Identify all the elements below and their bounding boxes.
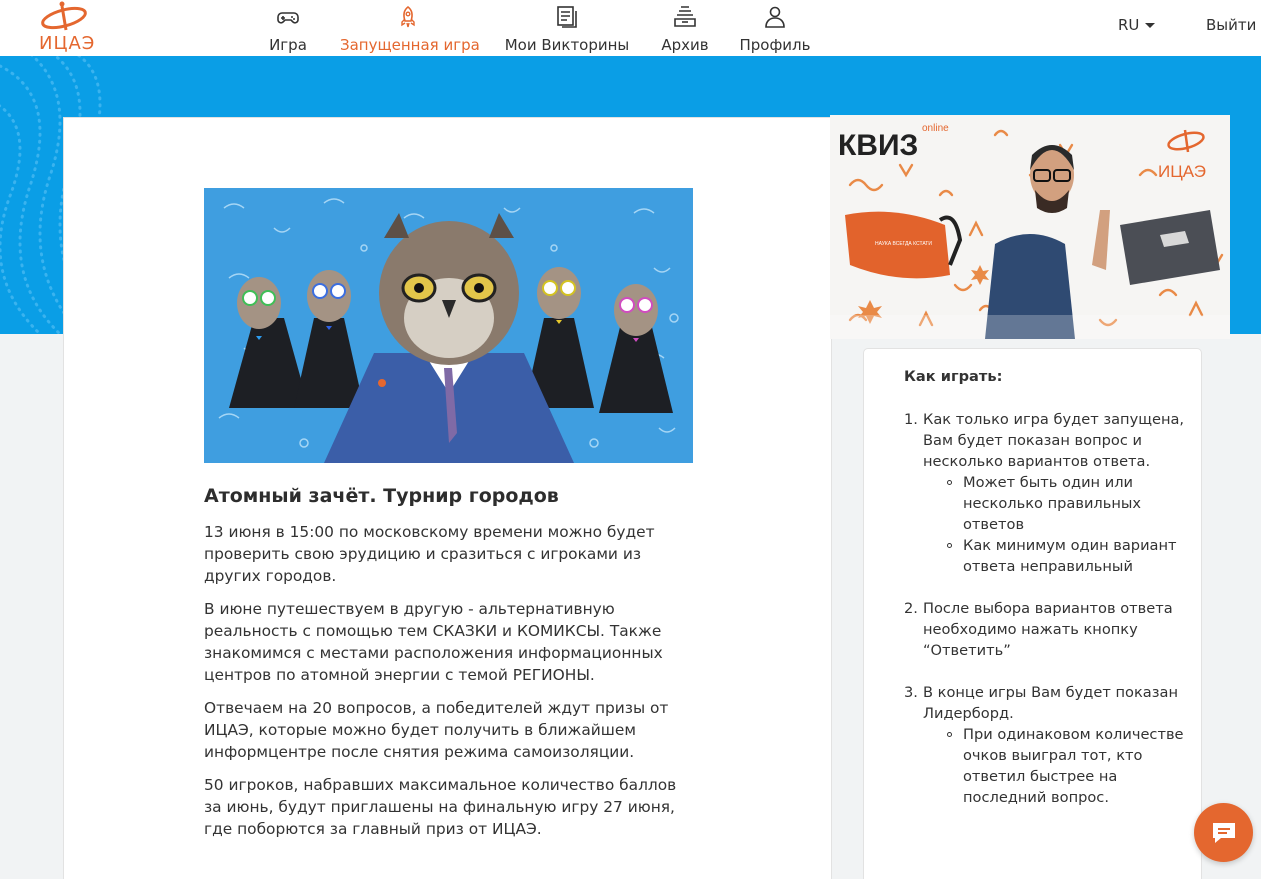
description-paragraph: В июне путешествуем в другую - альтернативную реальность с помощью тем СКАЗКИ и КОМИКСЫ. Также знакомимся с местами расположения информационных центров по атомной энергии с темой РЕГИОНЫ. xyxy=(204,600,663,684)
chevron-down-icon xyxy=(1145,23,1155,28)
game-cover-image xyxy=(204,188,693,463)
nav-item-label: Запущенная игра xyxy=(340,36,480,54)
nav-item-running-game[interactable] xyxy=(340,0,480,56)
sub-item-text: При одинаковом количестве очков выиграл тот, кто ответил быстрее на последний вопрос. xyxy=(963,726,1184,806)
nav-item-label: Игра xyxy=(269,36,307,54)
top-navigation xyxy=(0,0,1261,56)
description-paragraph: 50 игроков, набравших максимальное количество баллов за июнь, будут приглашены на финальную игру 27 июня, где поборются за главный приз от ИЦАЭ. xyxy=(204,776,677,838)
rocket-icon xyxy=(396,5,420,29)
language-select[interactable] xyxy=(1118,16,1155,34)
sub-item xyxy=(923,724,1194,808)
logout-link[interactable]: Выйти xyxy=(1206,16,1257,34)
sub-item xyxy=(923,535,1194,577)
step-sub-list xyxy=(923,472,1194,577)
game-card xyxy=(63,117,832,879)
bag-text: НАУКА ВСЕГДА КСТАТИ xyxy=(875,241,932,247)
gamepad-icon xyxy=(276,5,300,29)
sub-item xyxy=(923,472,1194,535)
how-to-play-steps xyxy=(904,409,1194,829)
video-logo-text: ИЦАЭ xyxy=(1158,162,1206,181)
chat-icon xyxy=(1211,821,1237,845)
step-text: После выбора вариантов ответа необходимо нажать кнопку “Ответить” xyxy=(923,600,1173,659)
atom-logo-icon xyxy=(36,0,100,34)
step-sub-list xyxy=(923,724,1194,808)
step-number: 3. xyxy=(904,684,918,701)
chat-button[interactable] xyxy=(1194,803,1253,862)
description-paragraph: Отвечаем на 20 вопросов, а победителей ждут призы от ИЦАЭ, которые можно будет получить в ближайшем информцентре после снятия режима самоизоляции. xyxy=(204,699,669,761)
promo-video[interactable] xyxy=(830,115,1230,339)
description-paragraph: 13 июня в 15:00 по московскому времени можно будет проверить свою эрудицию и сразиться с игроками из других городов. xyxy=(204,523,655,585)
step-item xyxy=(904,409,1194,577)
how-to-play-title: Как играть: xyxy=(904,368,1003,385)
nav-item-label: Профиль xyxy=(739,36,811,54)
kviz-logo-text: КВИЗ xyxy=(838,129,919,162)
user-icon xyxy=(763,5,787,29)
nav-item-label: Мои Викторины xyxy=(504,36,630,54)
step-number: 1. xyxy=(904,411,918,428)
sub-item-text: Может быть один или несколько правильных ответов xyxy=(963,474,1142,533)
how-to-play-panel xyxy=(863,348,1202,879)
step-text: Как только игра будет запущена, Вам будет показан вопрос и несколько вариантов ответа. xyxy=(923,411,1185,470)
game-title: Атомный зачёт. Турнир городов xyxy=(204,485,559,507)
sub-item-text: Как минимум один вариант ответа неправильный xyxy=(963,537,1177,575)
nav-item-label: Архив xyxy=(661,36,709,54)
nav-item-my-quizzes[interactable] xyxy=(500,0,634,56)
nav-item-game[interactable] xyxy=(256,0,320,56)
language-value: RU xyxy=(1118,16,1140,34)
nav-item-profile[interactable] xyxy=(736,0,814,56)
step-item xyxy=(904,598,1194,661)
step-text: В конце игры Вам будет показан Лидерборд. xyxy=(923,684,1178,722)
video-thumbnail xyxy=(830,115,1230,339)
step-item xyxy=(904,682,1194,808)
nav-item-archive[interactable] xyxy=(656,0,714,56)
owls-illustration xyxy=(204,188,693,463)
logo-text: ИЦАЭ xyxy=(39,33,96,54)
step-number: 2. xyxy=(904,600,918,617)
game-description xyxy=(204,521,694,851)
archive-icon xyxy=(673,5,697,29)
document-icon xyxy=(555,5,579,29)
online-badge-text: online xyxy=(922,123,949,134)
